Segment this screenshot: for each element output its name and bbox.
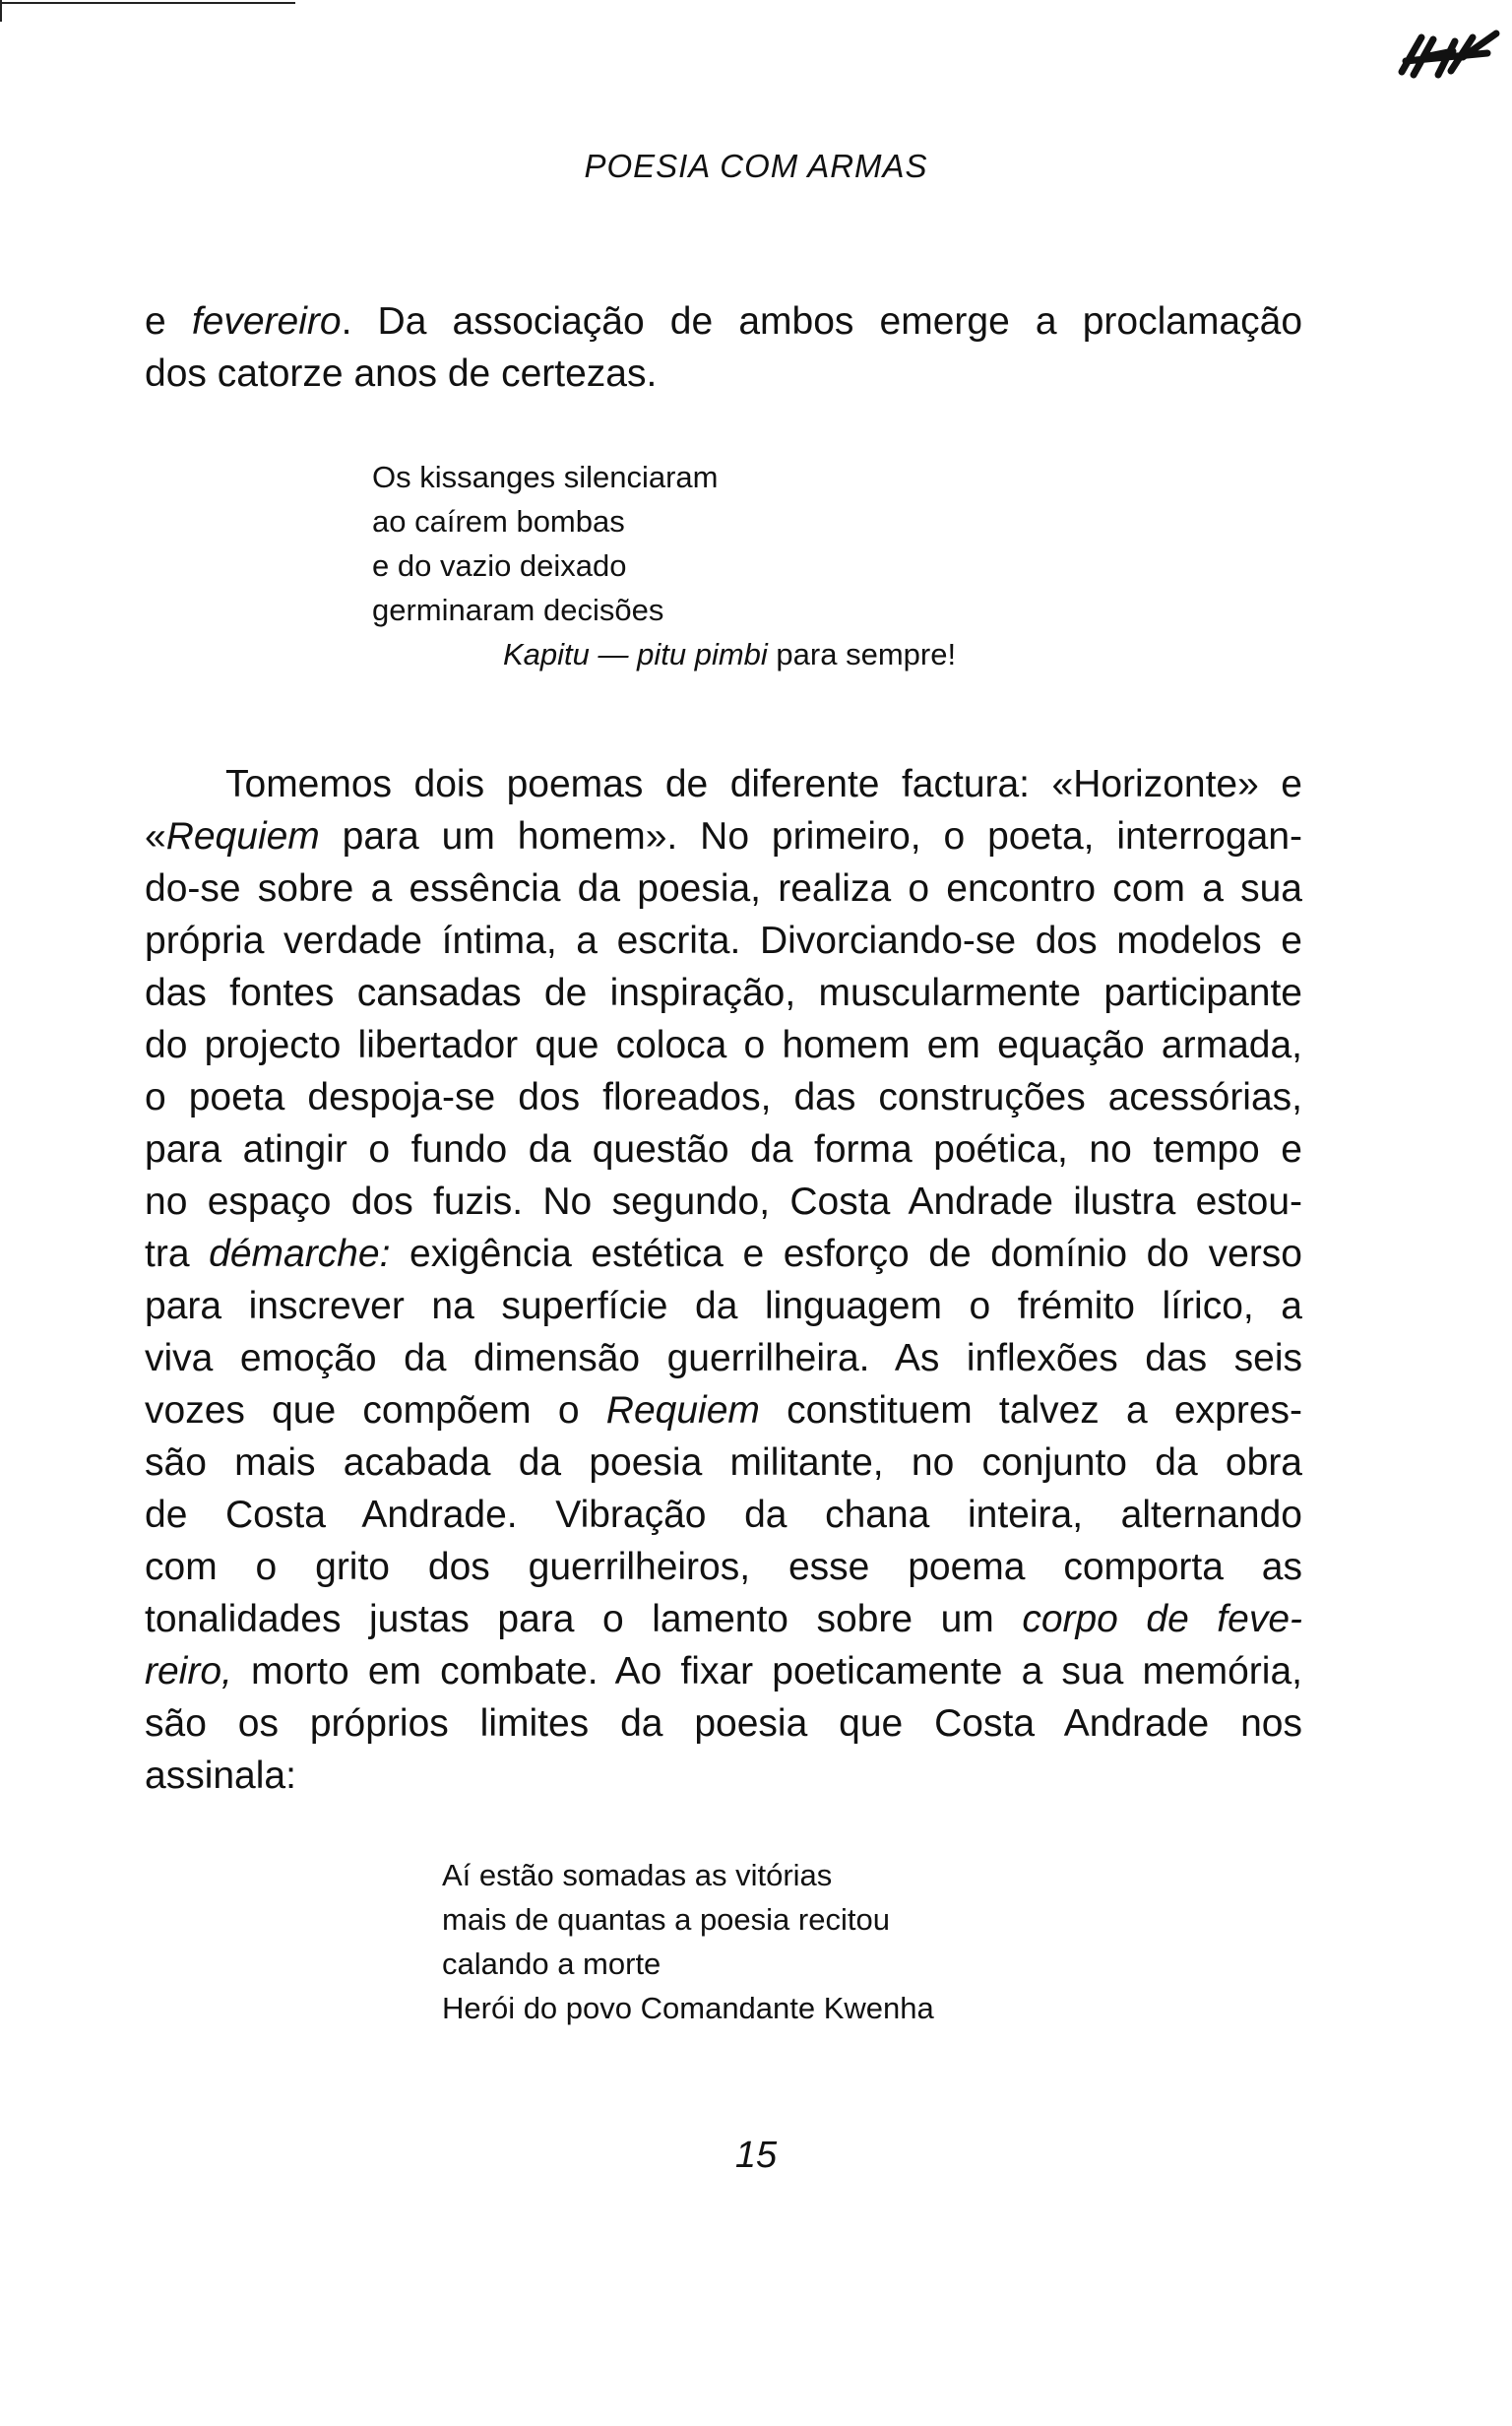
scan-border-line (0, 0, 2, 22)
text-line: são os próprios limites da poesia que Costa Andrade nos (145, 1702, 1302, 1745)
running-header: POESIA COM ARMAS (584, 148, 928, 184)
handwritten-mark-icon (1394, 18, 1502, 87)
text-line: para inscrever na superfície da linguagem o frémito lírico, a (145, 1285, 1302, 1327)
text-line: de Costa Andrade. Vibração da chana inteira, alternando (145, 1494, 1302, 1536)
poem-line: calando a morte (442, 1947, 662, 1981)
poem-excerpt (372, 455, 956, 676)
page-number: 15 (734, 2135, 778, 2176)
text-line: própria verdade íntima, a escrita. Divorciando-se dos modelos e (145, 920, 1302, 962)
text-line: das fontes cansadas de inspiração, muscularmente participante (145, 972, 1302, 1014)
text-line: assinala: (145, 1755, 296, 1797)
text-line: tra démarche: exigência estética e esforço de domínio do verso (145, 1233, 1302, 1275)
poem-line: Herói do povo Comandante Kwenha (442, 1991, 934, 2025)
poem-excerpt (442, 1853, 934, 2030)
poem-line: Aí estão somadas as vitórias (442, 1858, 833, 1892)
text-line: com o grito dos guerrilheiros, esse poema comporta as (145, 1546, 1302, 1588)
poem-refrain: Kapitu — pitu pimbi para sempre! (503, 637, 957, 671)
paragraph-continuation (145, 295, 1302, 400)
text-line: no espaço dos fuzis. No segundo, Costa Andrade ilustra estou- (145, 1181, 1302, 1223)
text-line: reiro, morto em combate. Ao fixar poeticamente a sua memória, (145, 1650, 1302, 1692)
text-line: «Requiem para um homem». No primeiro, o poeta, interrogan- (145, 815, 1302, 858)
text-line: tonalidades justas para o lamento sobre um corpo de feve- (145, 1598, 1303, 1640)
text-line: viva emoção da dimensão guerrilheira. As inflexões das seis (145, 1337, 1302, 1379)
poem-line: mais de quantas a poesia recitou (442, 1902, 890, 1937)
text-line: Tomemos dois poemas de diferente factura: «Horizonte» e (225, 763, 1302, 805)
text-line: do projecto libertador que coloca o homem em equação armada, (145, 1024, 1302, 1066)
text-line: para atingir o fundo da questão da forma poética, no tempo e (145, 1128, 1302, 1171)
text-line: do-se sobre a essência da poesia, realiza o encontro com a sua (145, 867, 1302, 910)
poem-line: e do vazio deixado (372, 548, 627, 583)
text-line: são mais acabada da poesia militante, no conjunto da obra (145, 1441, 1302, 1484)
text-line: e fevereiro. Da associação de ambos emerge a proclamação (145, 300, 1303, 343)
poem-line: Os kissanges silenciaram (372, 460, 719, 494)
poem-line: germinaram decisões (372, 593, 664, 627)
text-line: dos catorze anos de certezas. (145, 352, 658, 395)
poem-line: ao caírem bombas (372, 504, 625, 539)
paragraph-main (145, 758, 1302, 1802)
text-line: vozes que compõem o Requiem constituem talvez a expres- (145, 1389, 1302, 1432)
text-line: o poeta despoja-se dos floreados, das construções acessórias, (145, 1076, 1302, 1118)
scan-border-line (0, 2, 295, 4)
